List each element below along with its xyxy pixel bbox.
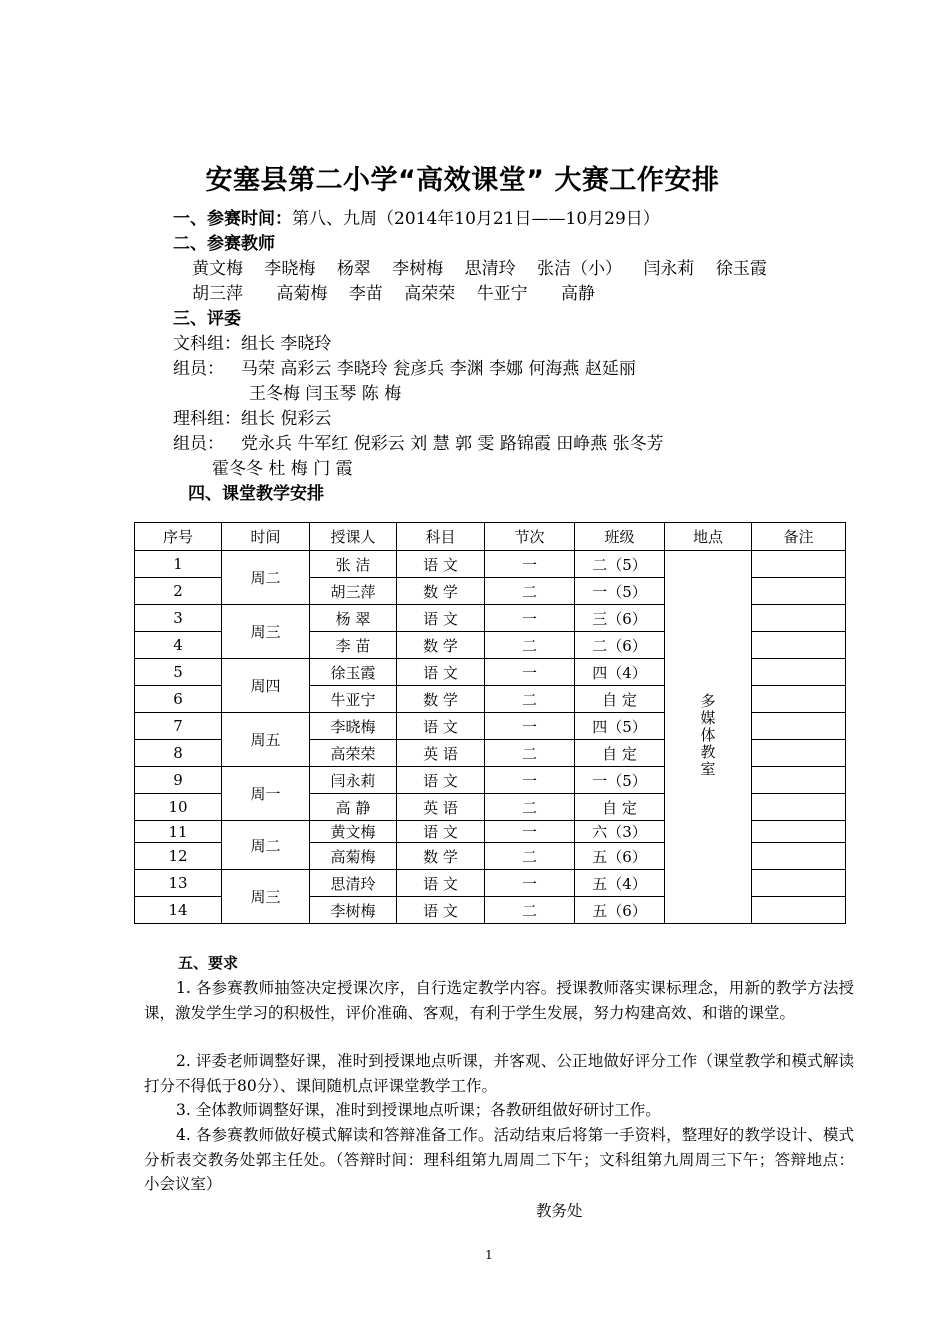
- cell-notes: [752, 659, 846, 686]
- section-time-label: 一、参赛时间：: [173, 209, 292, 229]
- cell-location: [665, 551, 752, 924]
- teacher-name: 闫永莉: [643, 259, 695, 279]
- like-members-2: 霍冬冬 杜 梅 门 霞: [212, 459, 353, 479]
- like-members-label: 组员：: [173, 434, 224, 454]
- requirement-item: 1. 各参赛教师抽签决定授课次序，自行选定教学内容。授课教师落实课标理念，用新的教学方法授课，激发学生学习的积极性，评价准确、客观，有利于学生发展，努力构建高效、和谐的课堂。: [144, 979, 854, 1022]
- wenke-members-2: 王冬梅 闫玉琴 陈 梅: [249, 384, 402, 404]
- cell-day: 周二: [222, 551, 310, 605]
- table-row: [135, 551, 846, 578]
- cell-teacher: 杨 翠: [310, 605, 397, 632]
- section-judges-label: 三、评委: [173, 309, 241, 329]
- cell-teacher: 思清玲: [310, 870, 397, 897]
- cell-period: 二: [485, 794, 575, 821]
- signature: 教务处: [536, 1202, 583, 1220]
- cell-notes: [752, 897, 846, 924]
- cell-period: 二: [485, 686, 575, 713]
- cell-notes: [752, 686, 846, 713]
- wenke-members-label: 组员：: [173, 359, 224, 379]
- cell-period: 一: [485, 821, 575, 843]
- cell-subject: 语 文: [397, 713, 485, 740]
- cell-subject: 语 文: [397, 659, 485, 686]
- cell-day: 周五: [222, 713, 310, 767]
- header-period: 节次: [485, 523, 575, 551]
- cell-no: 6: [135, 686, 222, 713]
- section-schedule-label: 四、课堂教学安排: [188, 484, 324, 504]
- cell-class: 自 定: [575, 686, 665, 713]
- cell-teacher: 黄文梅: [310, 821, 397, 843]
- cell-subject: 英 语: [397, 794, 485, 821]
- cell-period: 二: [485, 843, 575, 870]
- cell-class: 二（6）: [575, 632, 665, 659]
- cell-period: 一: [485, 713, 575, 740]
- cell-notes: [752, 767, 846, 794]
- cell-subject: 数 学: [397, 578, 485, 605]
- cell-teacher: 李晓梅: [310, 713, 397, 740]
- header-no: 序号: [135, 523, 222, 551]
- cell-period: 二: [485, 740, 575, 767]
- cell-class: 五（6）: [575, 897, 665, 924]
- cell-teacher: 李树梅: [310, 897, 397, 924]
- cell-no: 3: [135, 605, 222, 632]
- section-time-text: 第八、九周（2014年10月21日——10月29日）: [292, 209, 660, 229]
- cell-day: 周三: [222, 605, 310, 659]
- cell-subject: 语 文: [397, 821, 485, 843]
- teacher-name: 牛亚宁: [476, 284, 528, 304]
- teacher-name: 张洁（小）: [537, 259, 623, 279]
- teacher-list-row-1: [192, 254, 783, 279]
- cell-teacher: 胡三萍: [310, 578, 397, 605]
- cell-subject: 语 文: [397, 870, 485, 897]
- page-title: 安塞县第二小学“高效课堂” 大赛工作安排: [205, 165, 720, 196]
- cell-class: 二（5）: [575, 551, 665, 578]
- cell-no: 7: [135, 713, 222, 740]
- cell-day: 周二: [222, 821, 310, 870]
- cell-no: 2: [135, 578, 222, 605]
- cell-subject: 数 学: [397, 632, 485, 659]
- header-notes: 备注: [752, 523, 846, 551]
- teacher-name: 李苗: [348, 284, 383, 304]
- cell-class: 六（3）: [575, 821, 665, 843]
- wenke-leader: 文科组：组长 李晓玲: [173, 334, 332, 354]
- cell-class: 五（4）: [575, 870, 665, 897]
- cell-class: 五（6）: [575, 843, 665, 870]
- teacher-name: 李晓梅: [264, 259, 316, 279]
- requirement-item: 4. 各参赛教师做好模式解读和答辩准备工作。活动结束后将第一手资料，整理好的教学设计、模式分析表交教务处郭主任处。（答辩时间：理科组第九周周二下午；文科组第九周周三下午；答辩地点： 小会议室）: [144, 1126, 854, 1193]
- teacher-name: 高静: [561, 284, 596, 304]
- cell-no: 8: [135, 740, 222, 767]
- cell-notes: [752, 843, 846, 870]
- cell-period: 一: [485, 551, 575, 578]
- teacher-name: 徐玉霞: [715, 259, 767, 279]
- cell-no: 9: [135, 767, 222, 794]
- cell-teacher: 高荣荣: [310, 740, 397, 767]
- cell-class: 四（4）: [575, 659, 665, 686]
- cell-notes: [752, 605, 846, 632]
- wenke-members-1: 马荣 高彩云 李晓玲 瓮彦兵 李渊 李娜 何海燕 赵延丽: [241, 359, 636, 379]
- cell-teacher: 牛亚宁: [310, 686, 397, 713]
- header-time: 时间: [222, 523, 310, 551]
- cell-period: 一: [485, 870, 575, 897]
- teacher-name: 杨翠: [336, 259, 371, 279]
- cell-no: 10: [135, 794, 222, 821]
- header-class: 班级: [575, 523, 665, 551]
- cell-period: 一: [485, 605, 575, 632]
- section-teachers-label: 二、参赛教师: [173, 234, 275, 254]
- cell-subject: 数 学: [397, 843, 485, 870]
- cell-period: 一: [485, 767, 575, 794]
- like-members-1: 党永兵 牛军红 倪彩云 刘 慧 郭 雯 路锦霞 田峥燕 张冬芳: [241, 434, 664, 454]
- location-text: 多媒体教室: [698, 692, 717, 778]
- cell-subject: 数 学: [397, 686, 485, 713]
- cell-class: 自 定: [575, 794, 665, 821]
- table-header-row: [135, 523, 846, 551]
- cell-notes: [752, 821, 846, 843]
- like-leader: 理科组：组长 倪彩云: [173, 409, 332, 429]
- cell-no: 4: [135, 632, 222, 659]
- teacher-name: 思清玲: [464, 259, 516, 279]
- cell-no: 12: [135, 843, 222, 870]
- cell-teacher: 高 静: [310, 794, 397, 821]
- cell-period: 二: [485, 632, 575, 659]
- teacher-name: 胡三萍: [192, 284, 243, 304]
- section-time: [173, 204, 660, 229]
- cell-teacher: 高菊梅: [310, 843, 397, 870]
- cell-notes: [752, 632, 846, 659]
- section-requirements-label: 五、要求: [178, 954, 239, 972]
- cell-class: 自 定: [575, 740, 665, 767]
- teacher-name: 黄文梅: [192, 259, 243, 279]
- cell-no: 11: [135, 821, 222, 843]
- cell-period: 二: [485, 578, 575, 605]
- teacher-name: 高菊梅: [276, 284, 328, 304]
- cell-no: 5: [135, 659, 222, 686]
- cell-teacher: 徐玉霞: [310, 659, 397, 686]
- cell-no: 13: [135, 870, 222, 897]
- cell-class: 一（5）: [575, 578, 665, 605]
- schedule-table: [134, 522, 846, 924]
- cell-teacher: 李 苗: [310, 632, 397, 659]
- requirement-item: 3. 全体教师调整好课，准时到授课地点听课；各教研组做好研讨工作。: [176, 1101, 661, 1119]
- cell-class: 三（6）: [575, 605, 665, 632]
- header-subject: 科目: [397, 523, 485, 551]
- cell-day: 周四: [222, 659, 310, 713]
- header-teacher: 授课人: [310, 523, 397, 551]
- cell-notes: [752, 740, 846, 767]
- teacher-name: 李树梅: [392, 259, 444, 279]
- cell-subject: 英 语: [397, 740, 485, 767]
- cell-notes: [752, 794, 846, 821]
- requirement-item: 2. 评委老师调整好课，准时到授课地点听课，并客观、公正地做好评分工作（课堂教学和模式解读打分不得低于80分）、课间随机点评课堂教学工作。: [144, 1052, 854, 1095]
- cell-period: 二: [485, 897, 575, 924]
- teacher-list-row-2: [192, 279, 611, 304]
- cell-no: 14: [135, 897, 222, 924]
- cell-notes: [752, 551, 846, 578]
- cell-teacher: 闫永莉: [310, 767, 397, 794]
- cell-subject: 语 文: [397, 551, 485, 578]
- cell-subject: 语 文: [397, 767, 485, 794]
- cell-notes: [752, 578, 846, 605]
- cell-no: 1: [135, 551, 222, 578]
- cell-period: 一: [485, 659, 575, 686]
- cell-day: 周三: [222, 870, 310, 924]
- cell-notes: [752, 870, 846, 897]
- page-number: 1: [485, 1248, 493, 1262]
- cell-teacher: 张 洁: [310, 551, 397, 578]
- cell-class: 四（5）: [575, 713, 665, 740]
- cell-subject: 语 文: [397, 897, 485, 924]
- cell-subject: 语 文: [397, 605, 485, 632]
- cell-day: 周一: [222, 767, 310, 821]
- header-location: 地点: [665, 523, 752, 551]
- teacher-name: 高荣荣: [404, 284, 456, 304]
- cell-notes: [752, 713, 846, 740]
- cell-class: 一（5）: [575, 767, 665, 794]
